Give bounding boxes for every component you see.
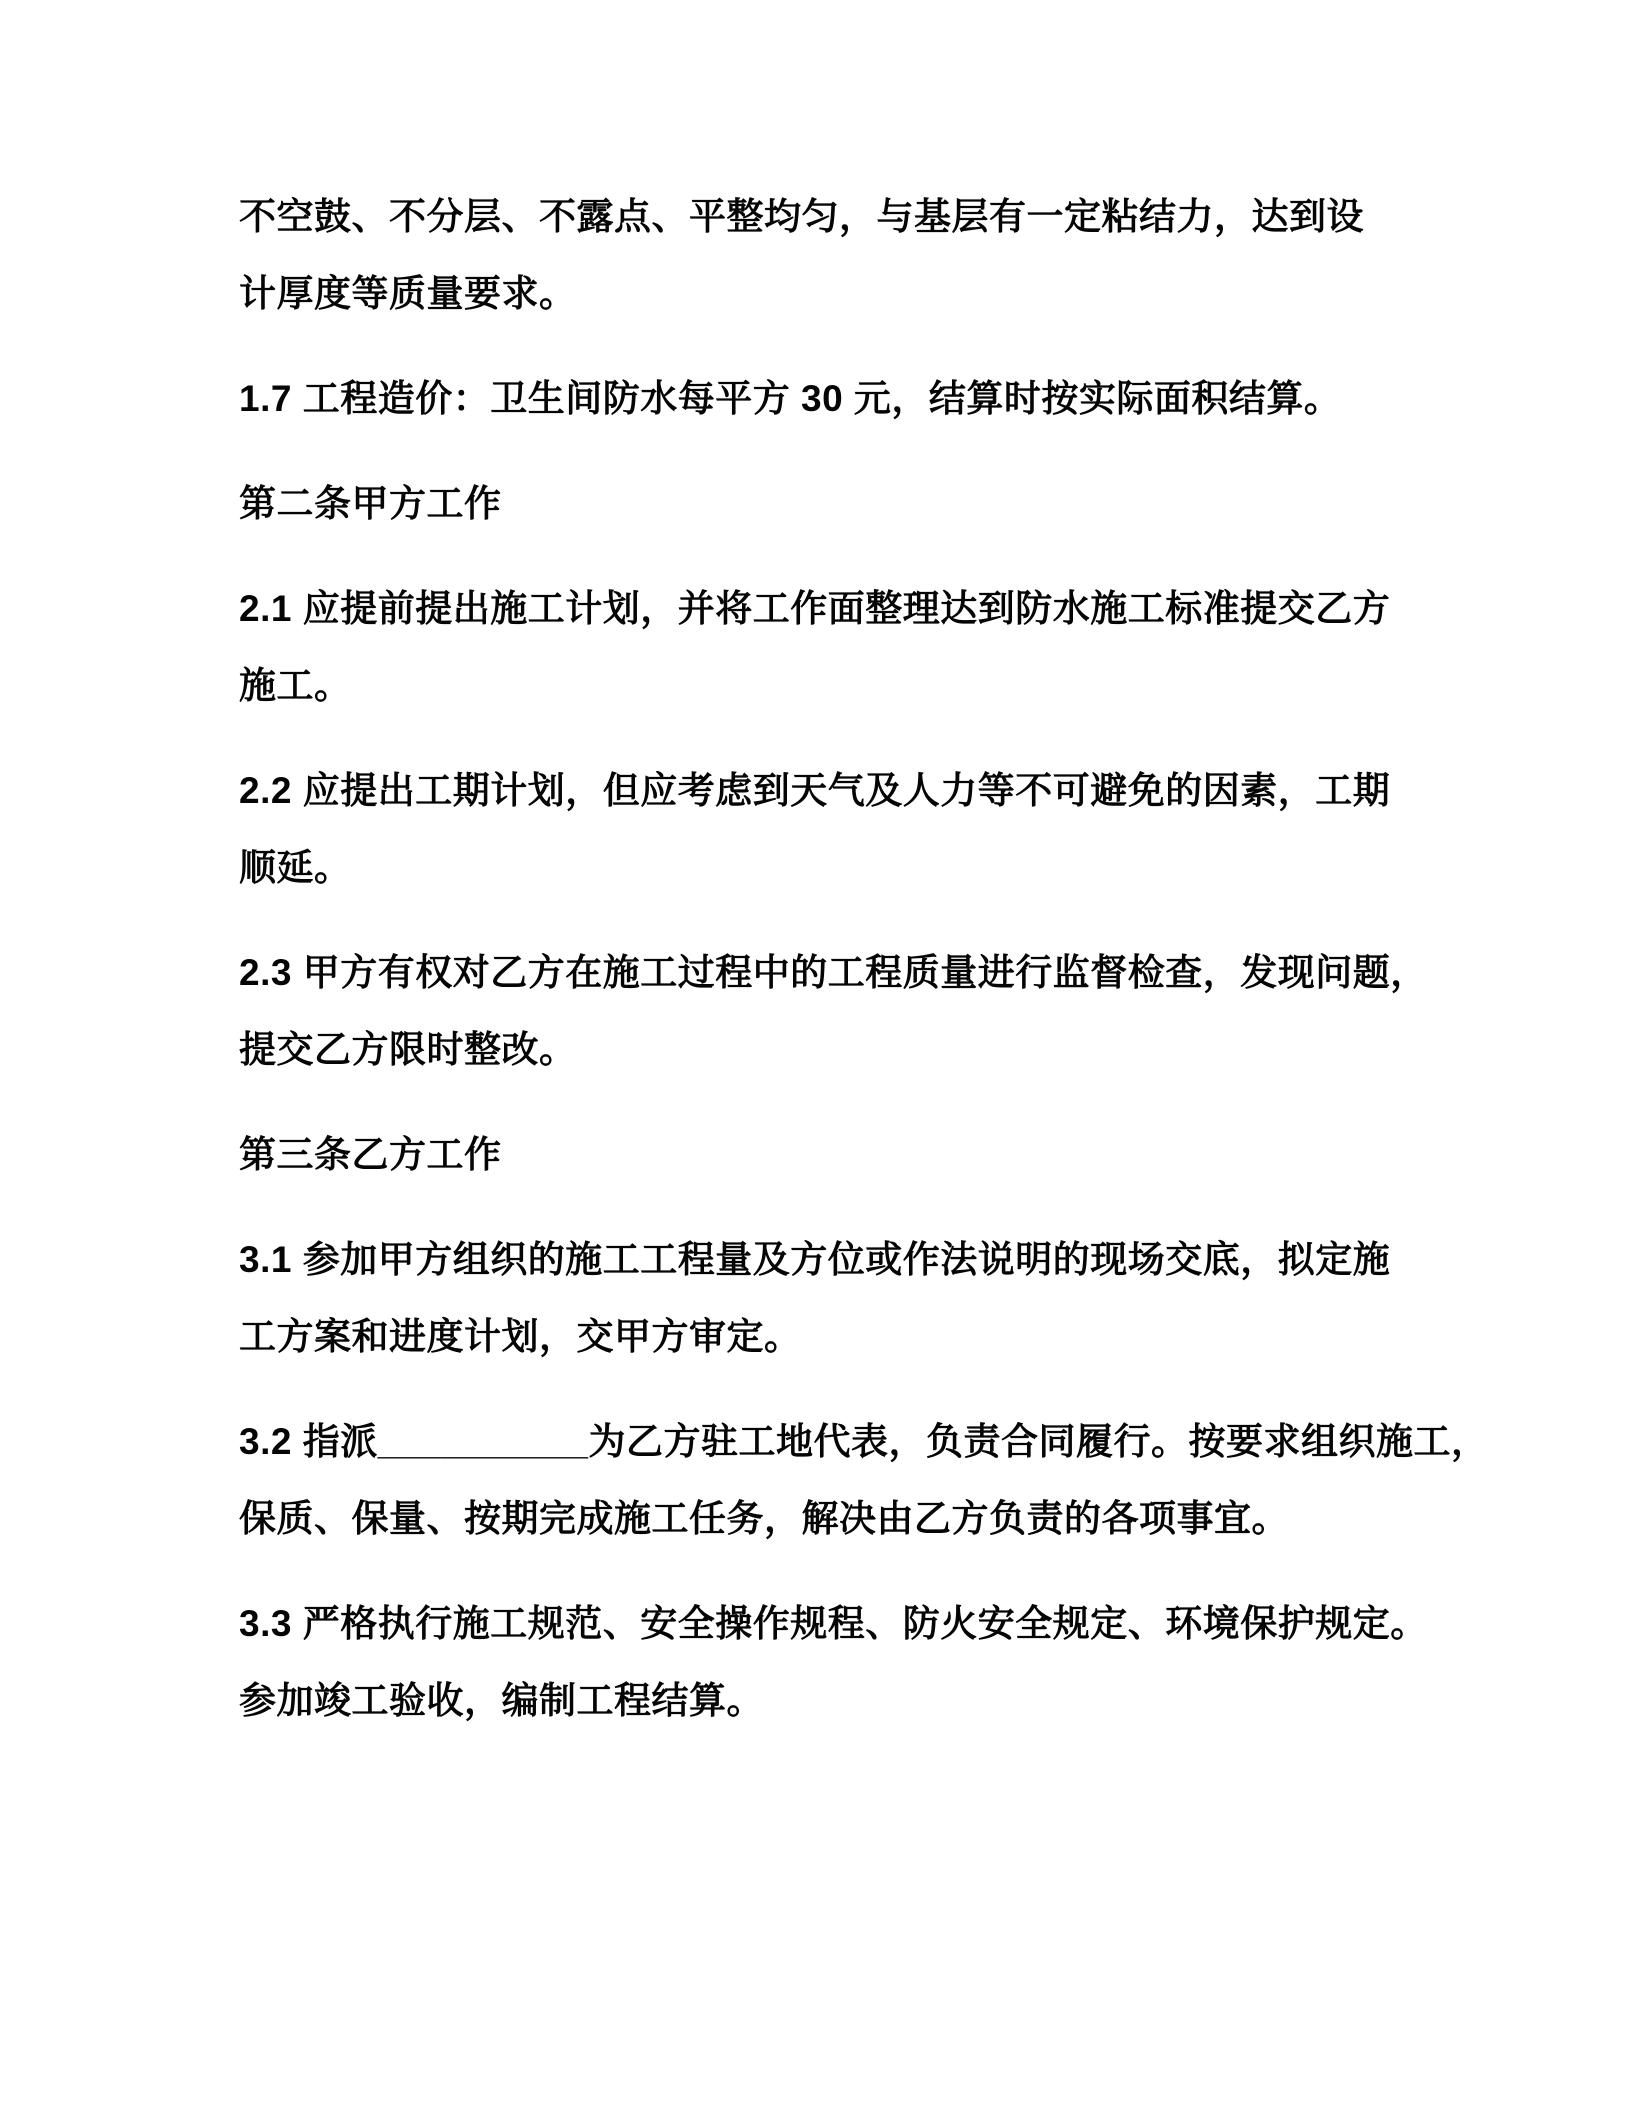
clause-2-1 [239, 570, 1482, 724]
clause-3-1 [239, 1221, 1482, 1375]
text-line: 2.3 甲方有权对乙方在施工过程中的工程质量进行监督检查，发现问题， [239, 952, 1428, 993]
text-line: 提交乙方限时整改。 [239, 1029, 577, 1070]
text-line: 1.7 工程造价：卫生间防水每平方 30 元，结算时按实际面积结算。 [239, 378, 1342, 419]
text-line: 2.1 应提前提出施工计划，并将工作面整理达到防水施工标准提交乙方 [239, 588, 1391, 629]
heading-article-3 [239, 1116, 1482, 1193]
text-line: 工方案和进度计划，交甲方审定。 [239, 1316, 802, 1357]
text-line: 3.2 指派__________为乙方驻工地代表，负责合同履行。按要求组织施工， [239, 1421, 1489, 1462]
text-line: 施工。 [239, 665, 352, 706]
clause-1-7 [239, 360, 1482, 437]
clause-2-3 [239, 934, 1482, 1088]
clause-3-3 [239, 1585, 1482, 1739]
text-line: 3.3 严格执行施工规范、安全操作规程、防火安全规定、环境保护规定。 [239, 1603, 1428, 1644]
text-line: 2.2 应提出工期计划，但应考虑到天气及人力等不可避免的因素，工期 [239, 770, 1391, 811]
text-line: 3.1 参加甲方组织的施工工程量及方位或作法说明的现场交底，拟定施 [239, 1239, 1391, 1280]
text-line: 参加竣工验收，编制工程结算。 [239, 1680, 764, 1721]
clause-1-6-continued [239, 178, 1482, 332]
text-line: 保质、保量、按期完成施工任务，解决由乙方负责的各项事宜。 [239, 1498, 1289, 1539]
text-line: 顺延。 [239, 847, 352, 888]
heading-article-2 [239, 465, 1482, 542]
clause-2-2 [239, 752, 1482, 906]
text-line: 计厚度等质量要求。 [239, 273, 577, 314]
heading-text: 第二条甲方工作 [239, 483, 502, 524]
heading-text: 第三条乙方工作 [239, 1134, 502, 1175]
text-line: 不空鼓、不分层、不露点、平整均匀，与基层有一定粘结力，达到设 [239, 196, 1364, 237]
clause-3-2 [239, 1403, 1489, 1557]
